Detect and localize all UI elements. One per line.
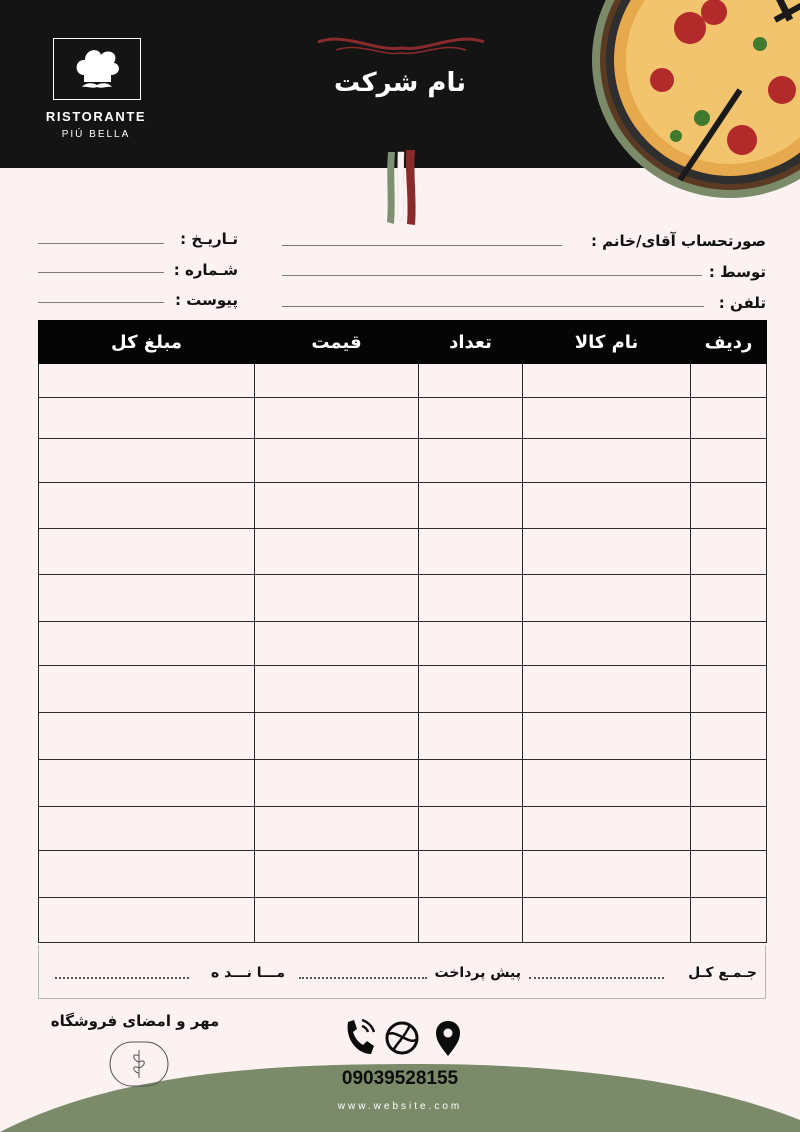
- total-amount-cell[interactable]: [39, 898, 255, 943]
- table-row: [39, 898, 767, 943]
- price-cell[interactable]: [255, 529, 419, 575]
- account-line[interactable]: [282, 245, 562, 246]
- prepayment-label: پیش پرداخت: [434, 965, 521, 981]
- logo: [53, 38, 141, 100]
- column-header-total-amount: مبلغ کل: [39, 321, 255, 364]
- price-cell[interactable]: [255, 807, 419, 851]
- table-row: [39, 364, 767, 398]
- contact-icons: [340, 1016, 466, 1060]
- total-amount-cell[interactable]: [39, 483, 255, 529]
- number-label: شـماره :: [173, 261, 238, 279]
- row-number-cell[interactable]: [691, 398, 767, 439]
- table-row: [39, 529, 767, 575]
- price-cell[interactable]: [255, 439, 419, 483]
- column-header-price: قیمت: [255, 321, 419, 364]
- quantity-cell[interactable]: [419, 666, 523, 713]
- price-cell[interactable]: [255, 483, 419, 529]
- row-number-cell[interactable]: [691, 364, 767, 398]
- total-amount-cell[interactable]: [39, 398, 255, 439]
- row-number-cell[interactable]: [691, 807, 767, 851]
- brand-name: RISTORANTE: [45, 109, 147, 124]
- total-amount-cell[interactable]: [39, 622, 255, 666]
- item-name-cell[interactable]: [523, 398, 691, 439]
- item-name-cell[interactable]: [523, 760, 691, 807]
- location-pin-icon: [436, 1021, 460, 1056]
- total-amount-cell[interactable]: [39, 713, 255, 760]
- header: [0, 0, 800, 168]
- total-label: جـمـع کـل: [688, 965, 757, 981]
- row-number-cell[interactable]: [691, 439, 767, 483]
- item-name-cell[interactable]: [523, 622, 691, 666]
- by-label: توسط :: [708, 263, 766, 281]
- attachment-line[interactable]: [38, 302, 164, 303]
- by-line[interactable]: [282, 275, 702, 276]
- quantity-cell[interactable]: [419, 529, 523, 575]
- table-row: [39, 398, 767, 439]
- total-amount-cell[interactable]: [39, 439, 255, 483]
- phone-icon: [348, 1020, 374, 1054]
- prepayment-dots[interactable]: [299, 977, 427, 979]
- row-number-cell[interactable]: [691, 851, 767, 898]
- item-name-cell[interactable]: [523, 364, 691, 398]
- item-name-cell[interactable]: [523, 483, 691, 529]
- table-row: [39, 483, 767, 529]
- price-cell[interactable]: [255, 398, 419, 439]
- price-cell[interactable]: [255, 760, 419, 807]
- row-number-cell[interactable]: [691, 760, 767, 807]
- phone-line[interactable]: [282, 306, 704, 307]
- quantity-cell[interactable]: [419, 622, 523, 666]
- price-cell[interactable]: [255, 898, 419, 943]
- total-amount-cell[interactable]: [39, 760, 255, 807]
- table-row: [39, 760, 767, 807]
- brand-subtitle: PIÚ BELLA: [61, 129, 131, 140]
- table-row: [39, 622, 767, 666]
- row-number-cell[interactable]: [691, 713, 767, 760]
- item-name-cell[interactable]: [523, 666, 691, 713]
- price-cell[interactable]: [255, 575, 419, 622]
- column-header-row-number: ردیف: [691, 321, 767, 364]
- seal-stamp-icon: [108, 1040, 170, 1088]
- row-number-cell[interactable]: [691, 529, 767, 575]
- item-name-cell[interactable]: [523, 898, 691, 943]
- table-row: [39, 807, 767, 851]
- price-cell[interactable]: [255, 851, 419, 898]
- row-number-cell[interactable]: [691, 898, 767, 943]
- column-header-quantity: تعداد: [419, 321, 523, 364]
- globe-icon: [387, 1023, 417, 1053]
- price-cell[interactable]: [255, 713, 419, 760]
- ornament-icon: [316, 34, 486, 60]
- phone-number[interactable]: 09039528155: [341, 1068, 459, 1089]
- summary-box: [38, 945, 766, 999]
- chef-hat-icon: [72, 47, 122, 93]
- row-number-cell[interactable]: [691, 622, 767, 666]
- price-cell[interactable]: [255, 364, 419, 398]
- italian-flag-stripes: [384, 150, 420, 226]
- row-number-cell[interactable]: [691, 483, 767, 529]
- quantity-cell[interactable]: [419, 575, 523, 622]
- price-cell[interactable]: [255, 622, 419, 666]
- remaining-label: مـــا نـــد ه: [211, 965, 285, 981]
- row-number-cell[interactable]: [691, 575, 767, 622]
- quantity-cell[interactable]: [419, 807, 523, 851]
- table-row: [39, 575, 767, 622]
- remaining-dots[interactable]: [55, 977, 189, 979]
- item-name-cell[interactable]: [523, 713, 691, 760]
- website-link[interactable]: www.website.com: [337, 1101, 463, 1112]
- column-header-item-name: نام کالا: [523, 321, 691, 364]
- table-row: [39, 666, 767, 713]
- company-name: نام شرکت: [333, 68, 467, 98]
- attachment-label: پیوست :: [174, 291, 238, 309]
- total-amount-cell[interactable]: [39, 364, 255, 398]
- number-line[interactable]: [38, 272, 164, 273]
- quantity-cell[interactable]: [419, 851, 523, 898]
- seal-signature-label: مهر و امضای فروشگاه: [50, 1012, 220, 1030]
- row-number-cell[interactable]: [691, 666, 767, 713]
- quantity-cell[interactable]: [419, 364, 523, 398]
- table-row: [39, 851, 767, 898]
- total-amount-cell[interactable]: [39, 575, 255, 622]
- price-cell[interactable]: [255, 666, 419, 713]
- item-name-cell[interactable]: [523, 439, 691, 483]
- quantity-cell[interactable]: [419, 398, 523, 439]
- total-dots[interactable]: [529, 977, 664, 979]
- total-amount-cell[interactable]: [39, 529, 255, 575]
- item-name-cell[interactable]: [523, 807, 691, 851]
- total-amount-cell[interactable]: [39, 666, 255, 713]
- item-name-cell[interactable]: [523, 529, 691, 575]
- account-label: صورتحساب آقای/خانم :: [590, 232, 766, 250]
- invoice-table: [38, 320, 767, 943]
- total-amount-cell[interactable]: [39, 807, 255, 851]
- date-label: تـاریـخ :: [180, 230, 238, 248]
- date-line[interactable]: [38, 243, 164, 244]
- item-name-cell[interactable]: [523, 575, 691, 622]
- table-header-row: [39, 321, 767, 364]
- phone-label: تلفن :: [718, 294, 766, 312]
- item-name-cell[interactable]: [523, 851, 691, 898]
- quantity-cell[interactable]: [419, 713, 523, 760]
- pizza-image: [590, 0, 800, 202]
- quantity-cell[interactable]: [419, 760, 523, 807]
- quantity-cell[interactable]: [419, 439, 523, 483]
- table-row: [39, 713, 767, 760]
- quantity-cell[interactable]: [419, 898, 523, 943]
- table-row: [39, 439, 767, 483]
- total-amount-cell[interactable]: [39, 851, 255, 898]
- quantity-cell[interactable]: [419, 483, 523, 529]
